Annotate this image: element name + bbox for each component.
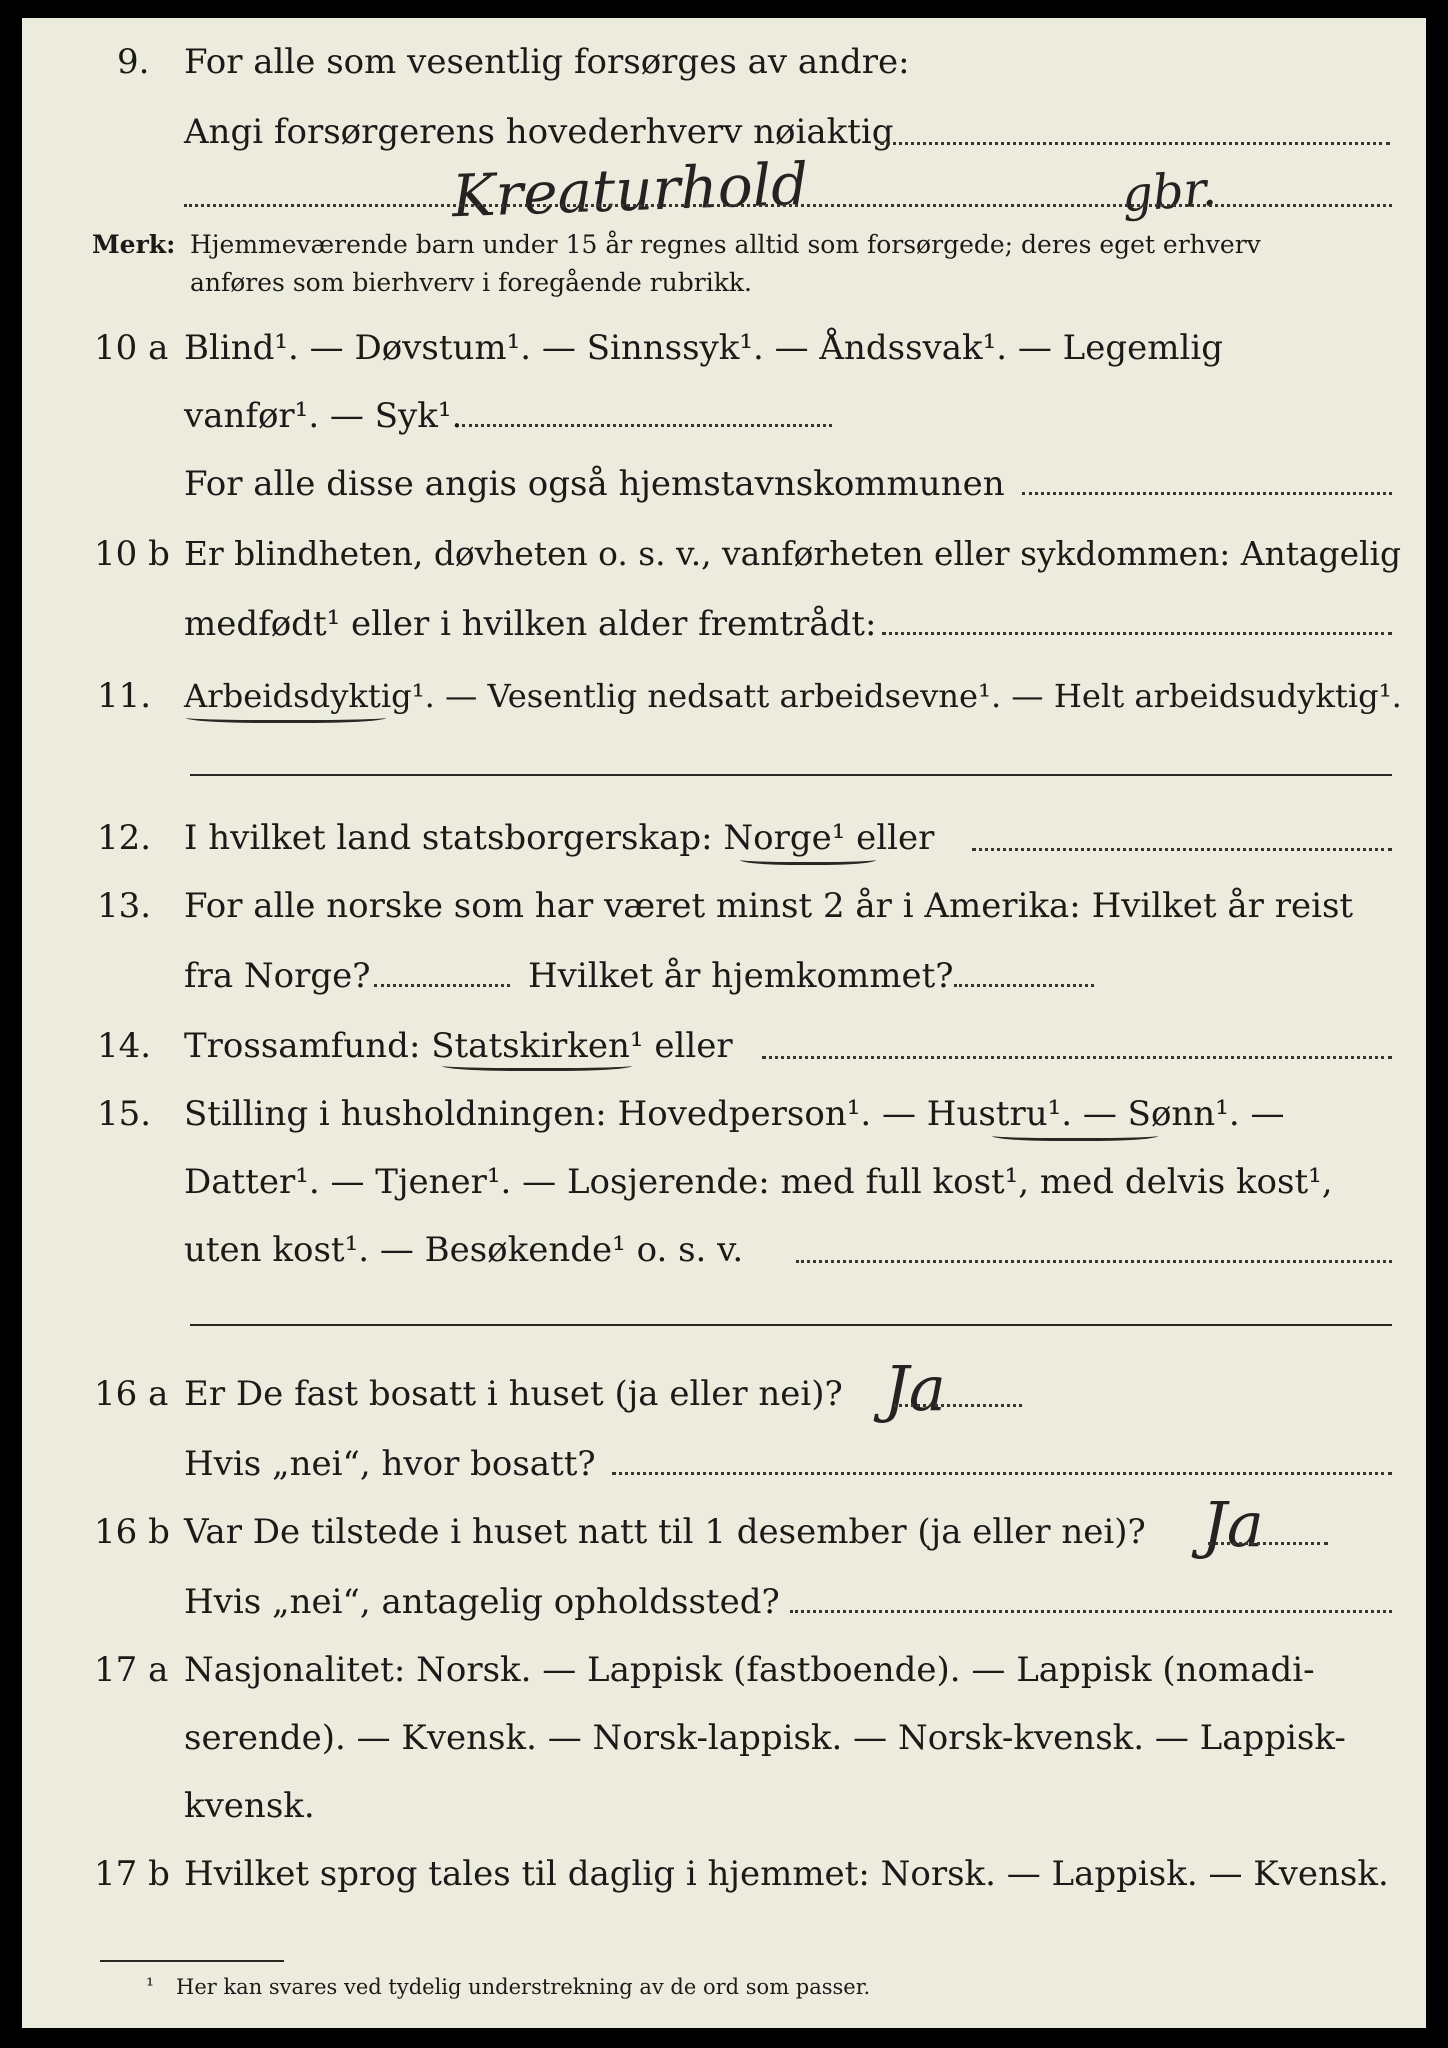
question-text: kvensk.: [184, 1786, 315, 1826]
answer-line: [972, 848, 1392, 851]
question-number: 14.: [97, 1026, 152, 1066]
note-text: Hjemmeværende barn under 15 år regnes alltid som forsørgede; deres eget erhverv: [190, 230, 1261, 259]
question-text: uten kost¹. — Besøkende¹ o. s. v.: [184, 1230, 744, 1270]
footnote-rule: [100, 1960, 284, 1962]
question-text: Er blindheten, døvheten o. s. v., vanførheten eller sykdommen: Antagelig: [184, 534, 1402, 573]
answer-line: [612, 1472, 1392, 1475]
answer-line: [790, 1610, 1392, 1613]
question-text: Angi forsørgerens hovederhverv nøiaktig: [184, 112, 894, 152]
question-text: Var De tilstede i huset natt til 1 desember (ja eller nei)?: [184, 1512, 1146, 1552]
answer-line: [374, 984, 510, 987]
handwritten-answer: Ja: [884, 1352, 946, 1425]
question-text: Hvis „nei“, hvor bosatt?: [184, 1444, 596, 1484]
question-number: 11.: [97, 676, 152, 716]
answer-line: [796, 1260, 1392, 1263]
answer-line: [880, 142, 1390, 145]
question-text: Hvis „nei“, antagelig opholdssted?: [184, 1582, 780, 1622]
divider: [190, 1324, 1392, 1326]
answer-line: [954, 984, 1094, 987]
handwritten-answer: Kreaturhold: [450, 149, 810, 231]
question-number: 16 b: [94, 1512, 170, 1552]
question-number: 12.: [97, 818, 152, 858]
footnote-marker: ¹: [146, 1973, 155, 1997]
note-text: anføres som bierhverv i foregående rubrikk.: [190, 268, 752, 297]
question-text: fra Norge?: [184, 956, 371, 996]
question-text: Arbeidsdyktig¹. — Vesentlig nedsatt arbeidsevne¹. — Helt arbeidsudyktig¹.: [184, 677, 1402, 715]
question-text: For alle norske som har været minst 2 år i Amerika: Hvilket år reist: [184, 886, 1354, 926]
selection-underline: [186, 710, 386, 723]
selection-underline: [442, 1058, 632, 1071]
question-text: Stilling i husholdningen: Hovedperson¹. — Hustru¹. — Sønn¹. —: [184, 1094, 1285, 1134]
question-text: For alle disse angis også hjemstavnskommunen: [184, 464, 1005, 504]
question-text: Datter¹. — Tjener¹. — Losjerende: med full kost¹, med delvis kost¹,: [184, 1162, 1333, 1202]
question-text: medfødt¹ eller i hvilken alder fremtrådt:: [184, 604, 877, 644]
question-text: serende). — Kvensk. — Norsk-lappisk. — Norsk-kvensk. — Lappisk-: [184, 1718, 1346, 1758]
question-number: 10 b: [94, 534, 170, 574]
census-form-page: [22, 18, 1426, 2028]
question-number: 17 b: [94, 1854, 170, 1894]
answer-line: [762, 1056, 1392, 1059]
answer-line: [462, 424, 832, 427]
question-text: Hvilket år hjemkommet?: [528, 956, 954, 996]
footnote-text: Her kan svares ved tydelig understrekning av de ord som passer.: [176, 1975, 871, 1999]
question-text: vanfør¹. — Syk¹.: [184, 396, 463, 436]
question-number: 15.: [97, 1094, 152, 1134]
question-text: For alle som vesentlig forsørges av andre:: [184, 42, 910, 82]
answer-line: [1022, 492, 1392, 495]
question-number: 16 a: [94, 1374, 169, 1414]
question-text: Nasjonalitet: Norsk. — Lappisk (fastboende). — Lappisk (nomadi-: [184, 1650, 1315, 1690]
question-number: 9.: [117, 42, 150, 82]
question-number: 13.: [97, 886, 152, 926]
question-number: 10 a: [94, 328, 169, 368]
question-text: Er De fast bosatt i huset (ja eller nei)?: [184, 1374, 843, 1414]
selection-underline: [740, 852, 876, 865]
answer-line: [882, 632, 1392, 635]
handwritten-answer: Ja: [1202, 1488, 1264, 1561]
answer-line: [184, 204, 1392, 207]
question-text: Hvilket sprog tales til daglig i hjemmet: Norsk. — Lappisk. — Kvensk.: [184, 1854, 1389, 1894]
selection-underline: [992, 1128, 1158, 1141]
handwritten-answer: gbr.: [1120, 160, 1219, 224]
question-text: I hvilket land statsborgerskap: Norge¹ eller: [184, 818, 935, 858]
divider: [190, 774, 1392, 776]
question-number: 17 a: [94, 1650, 169, 1690]
answer-line: [894, 1404, 1022, 1407]
note-label: Merk:: [92, 230, 176, 259]
question-text: Trossamfund: Statskirken¹ eller: [184, 1026, 733, 1066]
question-text: Blind¹. — Døvstum¹. — Sinnssyk¹. — Åndssvak¹. — Legemlig: [184, 328, 1223, 368]
answer-line: [1208, 1542, 1328, 1545]
